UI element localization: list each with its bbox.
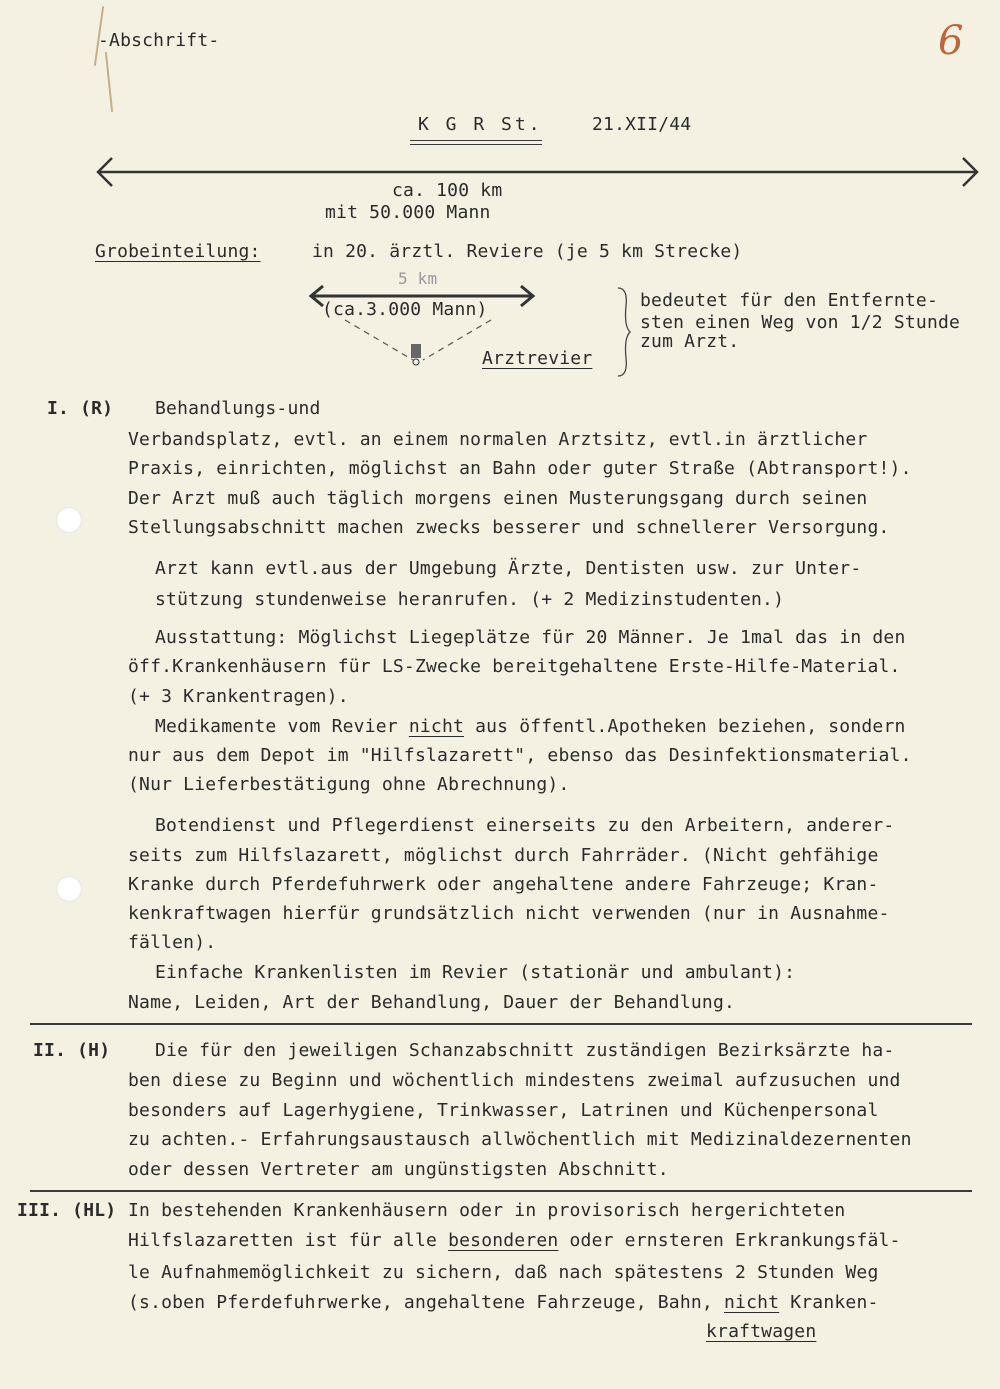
section-3-line3: le Aufnahmemöglichkeit zu sichern, daß nach spätestens 2 Stunden Weg	[128, 1262, 879, 1283]
section-3-line5: kraftwagen	[706, 1321, 817, 1342]
section-2-first: Die für den jeweiligen Schanzabschnitt zuständigen Bezirksärzte ha-	[155, 1040, 895, 1061]
section-1-first: Behandlungs-und	[155, 398, 321, 419]
section-2-line: zu achten.- Erfahrungsaustausch allwöchentlich mit Medizinaldezernenten	[128, 1129, 912, 1150]
brace-line-2: sten einen Weg von 1/2 Stunde	[640, 312, 961, 333]
section-1-para4: nur aus dem Depot im "Hilfslazarett", ebenso das Desinfektionsmaterial.	[128, 745, 912, 766]
section-1-line: Verbandsplatz, evtl. an einem normalen Arztsitz, evtl.in ärztlicher	[128, 429, 868, 450]
section-1-line: Praxis, einrichten, möglichst an Bahn oder guter Straße (Abtransport!).	[128, 458, 912, 479]
document-title: K G R St.	[418, 114, 543, 135]
distance-arrow	[90, 150, 990, 194]
page-number: 6	[938, 18, 964, 64]
section-2-label: II. (H)	[33, 1040, 111, 1061]
line4-end: Kranken-	[779, 1292, 879, 1313]
section-divider	[30, 1023, 972, 1025]
line2-end: oder ernsteren Erkrankungsfäl-	[558, 1230, 901, 1251]
men-label: mit 50.000 Mann	[325, 202, 491, 223]
section-1-para5: Kranke durch Pferdefuhrwerk oder angehaltene andere Fahrzeuge; Kran-	[128, 874, 879, 895]
brace-line-1: bedeutet für den Entfernte-	[640, 290, 938, 311]
section-1-label: I. (R)	[47, 398, 114, 419]
section-1-para5: fällen).	[128, 932, 217, 953]
distance-label: ca. 100 km	[392, 180, 503, 201]
section-2-line: ben diese zu Beginn und wöchentlich mindestens zweimal aufzusuchen und	[128, 1070, 901, 1091]
section-1-para6: Name, Leiden, Art der Behandlung, Dauer der Behandlung.	[128, 992, 736, 1013]
section-1-para3: öff.Krankenhäusern für LS-Zwecke bereitgehaltene Erste-Hilfe-Material.	[128, 656, 901, 677]
pencil-mark	[105, 52, 113, 112]
section-1-para5: kenkraftwagen hierfür grundsätzlich nicht verwenden (nur in Ausnahme-	[128, 903, 890, 924]
section-1-para3: Ausstattung: Möglichst Liegeplätze für 20 Männer. Je 1mal das in den	[155, 627, 906, 648]
section-divider	[30, 1190, 972, 1192]
line4-start: (s.oben Pferdefuhrwerke, angehaltene Fahrzeuge, Bahn,	[128, 1292, 724, 1313]
section-3-line4	[128, 1292, 879, 1314]
para4-start: Medikamente vom Revier	[155, 716, 409, 737]
para4-underlined: nicht	[408, 716, 465, 737]
arztrevier-label: Arztrevier	[482, 348, 593, 369]
section-3-label: III. (HL)	[17, 1200, 117, 1221]
section-3-line2	[128, 1230, 901, 1252]
title-underline	[410, 140, 542, 141]
section-1-para2: stützung stundenweise heranrufen. (+ 2 Medizinstudenten.)	[155, 589, 785, 610]
line2-start: Hilfslazaretten ist für alle	[128, 1230, 449, 1251]
section-1-line: Stellungsabschnitt machen zwecks besserer und schnellerer Versorgung.	[128, 517, 890, 538]
abschrift-label: -Abschrift-	[98, 30, 220, 51]
section-1-para5: Botendienst und Pflegerdienst einerseits zu den Arbeitern, anderer-	[155, 815, 895, 836]
section-1-para3: (+ 3 Krankentragen).	[128, 686, 349, 707]
title-underline	[410, 144, 542, 145]
para4-end: aus öffentl.Apotheken beziehen, sondern	[464, 716, 906, 737]
segment-men: (ca.3.000 Mann)	[322, 299, 488, 320]
line4-underlined: nicht	[724, 1292, 780, 1313]
brace	[614, 286, 634, 378]
section-3-first: In bestehenden Krankenhäusern oder in provisorisch hergerichteten	[128, 1200, 846, 1221]
section-1-para4	[155, 716, 906, 738]
section-2-line: besonders auf Lagerhygiene, Trinkwasser, Latrinen und Küchenpersonal	[128, 1100, 879, 1121]
section-1-para2: Arzt kann evtl.aus der Umgebung Ärzte, Dentisten usw. zur Unter-	[155, 558, 862, 579]
section-2-line: oder dessen Vertreter am ungünstigsten Abschnitt.	[128, 1159, 669, 1180]
grobeinteilung-label: Grobeinteilung:	[95, 241, 261, 262]
section-1-para6: Einfache Krankenlisten im Revier (stationär und ambulant):	[155, 962, 796, 983]
section-1-para4: (Nur Lieferbestätigung ohne Abrechnung).	[128, 774, 570, 795]
line2-underlined: besonderen	[448, 1230, 559, 1251]
punch-hole	[56, 507, 82, 533]
grobeinteilung-text: in 20. ärztl. Reviere (je 5 km Strecke)	[312, 241, 743, 262]
brace-line-3: zum Arzt.	[640, 331, 740, 352]
document-date: 21.XII/44	[592, 114, 692, 135]
section-1-para5: seits zum Hilfslazarett, möglichst durch Fahrräder. (Nicht gehfähige	[128, 845, 879, 866]
segment-km: 5 km	[398, 269, 438, 288]
punch-hole	[56, 876, 82, 902]
section-1-line: Der Arzt muß auch täglich morgens einen Musterungsgang durch seinen	[128, 488, 868, 509]
